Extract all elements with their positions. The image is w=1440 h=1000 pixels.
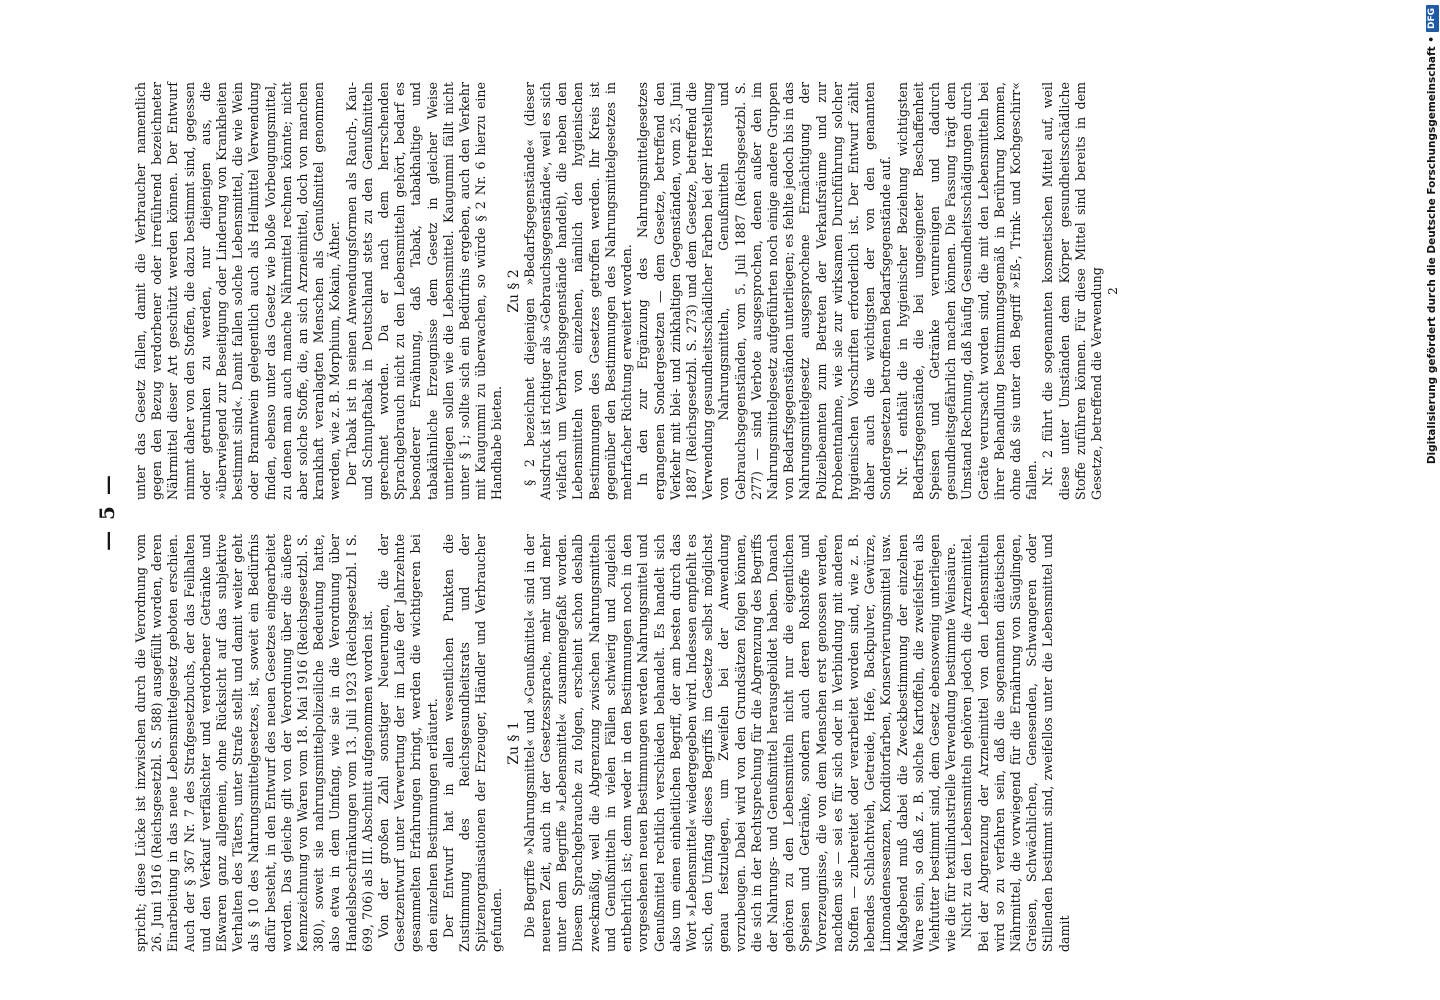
dfg-logo-icon: DFG bbox=[1426, 5, 1439, 32]
paragraph: In den zur Ergänzung des Nahrungsmittelgesetzes ergangenen Sondergesetzen — dem Gesetze, betreffend den Verkehr mit blei- und zinkhaltigen Gegenständen, vom 25. Juni 1887 (Reichsgesetzbl. S. 273) und dem Gesetze, betreffend die Verwendung gesundheitsschädlicher Farben bei der Herstellung von Nahrungsmitteln, Genußmitteln und Gebrauchsgegenständen, vom 5. Juli 1887 (Reichsgesetzbl. S. 277) — sind Verbote ausgesprochen, denen außer den im Nahrungsmittelgesetz aufgeführten noch einige andere Gruppen von Bedarfsgegenständen unterliegen; es fehlte jedoch bis in das Nahrungsmittelgesetz ausgesprochene Ermächtigung der Polizeibeamten zum Betreten der Verkaufsräume und zur Probeentnahme, wie sie zur wirksamen Durchführung solcher hygienischen Vorschriften erforderlich ist. Der Entwurf zählt daher auch die wichtigsten der von den genannten Sondergesetzen betroffenen Bedarfsgegenstände auf. bbox=[635, 82, 894, 500]
sheet-signature: 2 bbox=[1106, 287, 1121, 295]
paragraph: Nr. 1 enthält die in hygienischer Beziehung wichtigsten Bedarfsgegenstände, die bei ungeeigneter Beschaffenheit Speisen und Getränke verunreinigen und dadurch gesundheitsgefährlich machen können. Die Fassung trägt dem Umstand Rechnung, daß häufig Gesundheitsschädigungen durch Geräte verursacht worden sind, die mit den Lebensmitteln bei ihrer Behandlung bestimmungsgemäß in Berührung kommen, ohne daß sie unter den Begriff »Eß-, Trink- und Kochgeschirr« fallen. bbox=[894, 82, 1040, 500]
paragraph: Die Begriffe »Nahrungsmittel« und »Genußmittel« sind in der neueren Zeit, auch in der Gesetzessprache, mehr und mehr unter dem Begriffe »Lebensmittel« zusammengefaßt worden. Diesem Sprachgebrauche zu folgen, erscheint schon deshalb zweckmäßig, weil die Abgrenzung zwischen Nahrungsmitteln und Genußmitteln in vielen Fällen schwierig und zugleich entbehrlich ist; denn weder in den Bestimmungen noch in den vorgesehenen neuen Bestimmungen werden Nahrungsmittel und Genußmittel rechtlich verschieden behandelt. Es handelt sich also um einen einheitlichen Begriff, der am besten durch das Wort »Lebensmittel« wiedergegeben wird. Indessen empfiehlt es sich, den Umfang dieses Begriffs im Gesetze selbst möglichst genau festzulegen, um Zweifeln bei der Anwendung vorzubeugen. Dabei wird von den Grundsätzen folgen können, die sich in der Rechtsprechung für die Abgrenzung des Begriffs der Nahrungs- und Genußmittel herausgebildet haben. Danach gehören zu den Lebensmitteln nicht nur die eigentlichen Speisen und Getränke, sondern auch deren Rohstoffe und Vorerzeugnisse, die von dem Menschen erst genossen werden, nachdem sie — sei es für sich oder in Verbindung mit anderen Stoffen — zubereitet oder verarbeitet worden sind, wie z. B. lebendes Schlachtvieh, Getreide, Hefe, Backpulver, Gewürze, Limonadenessenzen, Konditorfarben, Konservierungsmittel usw. Maßgebend muß dabei die Zweckbestimmung der einzelnen Ware sein, so daß z. B. solche Kartoffeln, die zweifelsfrei als Viehfutter bestimmt sind, dem Gesetz ebensowenig unterliegen wie die für textilindustrielle Verwendung bestimmte Weinsäure. bbox=[521, 534, 959, 952]
right-text-column bbox=[133, 82, 1303, 500]
digitization-credit-text: Digitalisierung gefördert durch die Deutsche Forschungsgemeinschaft • bbox=[1426, 36, 1438, 465]
paragraph: Nicht zu den Lebensmitteln gehören jedoch die Arzneimittel. Bei der Abgrenzung der Arzneimittel von den Lebensmitteln wird so zu verfahren sein, daß die sogenannten diätetischen Nährmittel, die vorwiegend für die Ernährung von Säuglingen, Greisen, Schwächlichen, Genesenden, Schwangeren oder Stillenden bestimmt sind, zweifellos unter die Lebensmittel und damit bbox=[959, 534, 1072, 952]
digitization-credit-strip bbox=[1424, 5, 1440, 995]
paragraph: Der Entwurf hat in allen wesentlichen Punkten die Zustimmung des Reichsgesundheitsrats und der Spitzenorganisationen der Erzeuger, Händler und Verbraucher gefunden. bbox=[440, 534, 505, 952]
section-heading-2: Zu § 2 bbox=[505, 269, 522, 313]
rotated-document-page bbox=[95, 72, 1305, 952]
paragraph: Nr. 2 führt die sogenannten kosmetischen Mittel auf, weil diese unter Umständen dem Körper gesundheitsschädliche Stoffe zuführen können. Für diese Mittel sind bereits in dem Gesetze, betreffend die Verwendung bbox=[1040, 82, 1104, 500]
page-number-header: — 5 — bbox=[95, 473, 119, 551]
paragraph: § 2 bezeichnet diejenigen »Bedarfsgegenstände« (dieser Ausdruck ist richtiger als »Gebrauchsgegenstände«, weil es sich vielfach um Verbrauchsgegenstände handelt), die neben den Lebensmitteln von einzelnen, nämlich den hygienischen Bestimmungen des Gesetzes getroffen werden. Ihr Kreis ist gegenüber den Bestimmungen des Nahrungsmittelgesetzes in mehrfacher Richtung erweitert worden. bbox=[521, 82, 635, 500]
left-text-column bbox=[133, 534, 1303, 952]
paragraph: Der Tabak ist in seinen Anwendungsformen als Rauch-, Kau- und Schnupftabak in Deutschland stets zu den Genußmitteln gerechnet worden. Da er nach dem herrschenden Sprachgebrauch nicht zu den Lebensmitteln gehört, bedarf es besonderer Erwähnung, daß Tabak, tabakhaltige und tabakähnliche Erzeugnisse dem Gesetz in gleicher Weise unterliegen sollen wie die Lebensmittel. Kaugummi fällt nicht unter § 1; sollte sich ein Bedürfnis ergeben, auch den Verkehr mit Kaugummi zu überwachen, so würde § 2 Nr. 6 hierzu eine Handhabe bieten. bbox=[343, 82, 505, 500]
paragraph: unter das Gesetz fallen, damit die Verbraucher namentlich gegen den Bezug verdorbener oder irreführend bezeichneter Nährmittel dieser Art geschützt werden können. Der Entwurf nimmt daher von den Stoffen, die dazu bestimmt sind, gegessen oder getrunken zu werden, nur diejenigen aus, die »überwiegend zur Beseitigung oder Linderung von Krankheiten bestimmt sind«. Damit fallen solche Lebensmittel, die wie Wein oder Branntwein gelegentlich auch als Heilmittel Verwendung finden, ebenso unter das Gesetz wie bloße Vorbeugungsmittel, zu denen man auch manche Nährmittel rechnen könnte; nicht aber solche Stoffe, die, an sich Arzneimittel, doch von manchen krankhaft veranlagten Menschen als Genußmittel genommen werden, wie z. B. Morphium, Kokain, Äther. bbox=[133, 82, 343, 500]
section-heading-1: Zu § 1 bbox=[505, 721, 522, 765]
paragraph: spricht; diese Lücke ist inzwischen durch die Verordnung vom 26. Juni 1916 (Reichsgesetzbl. S. 588) ausgefüllt worden, deren Einarbeitung in das neue Lebensmittelgesetz geboten erschien. Auch der § 367 Nr. 7 des Strafgesetzbuchs, der das Feilhalten und den Verkauf verfälschter und verdorbener Getränke und Eßwaren ganz allgemein, ohne Rücksicht auf das subjektive Verhalten des Täters, unter Strafe stellt und damit weiter geht als § 10 des Nahrungsmittelgesetzes, ist, soweit ein Bedürfnis dafür besteht, in den Entwurf des neuen Gesetzes eingearbeitet worden. Das gleiche gilt von der Verordnung über die äußere Kennzeichnung von Waren vom 18. Mai 1916 (Reichsgesetzbl. S. 380), soweit sie nahrungsmittelpolizeiliche Bedeutung hatte, also etwa in dem Umfang, wie sie in die Verordnung über Handelsbeschränkungen vom 13. Juli 1923 (Reichsgesetzbl. I S. 699, 706) als III. Abschnitt aufgenommen worden ist. bbox=[133, 534, 375, 952]
paragraph: Von der großen Zahl sonstiger Neuerungen, die der Gesetzentwurf unter Verwertung der im Laufe der Jahrzehnte gesammelten Erfahrungen bringt, werden die wichtigeren bei den einzelnen Bestimmungen erläutert. bbox=[376, 534, 440, 952]
